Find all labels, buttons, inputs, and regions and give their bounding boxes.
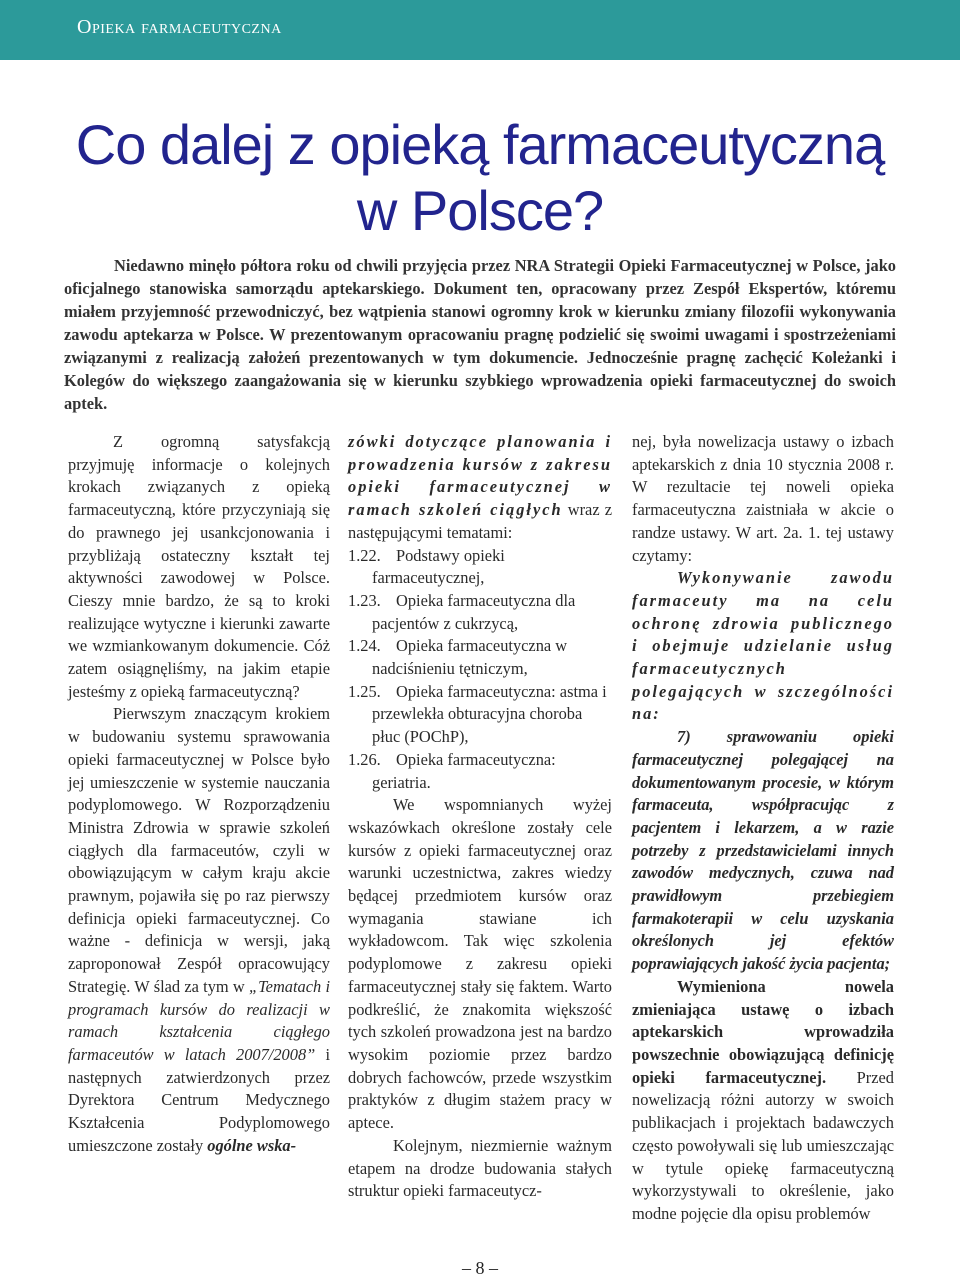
list-item-text: Opieka farmaceutyczna dla pacjentów z cukrzycą, — [372, 590, 576, 633]
topics-list — [348, 545, 612, 795]
list-item-number: 1.22. — [348, 545, 381, 565]
col1-paragraph-1: Z ogromną satysfakcją przyjmuję informacje o kolejnych krokach związanych z opieką farmaceutyczną, które przyczyniają się do prawnego jej usankcjonowania i przybliżają ostateczny kształt tej aktywności zawodowej w Polsce. Cieszy mnie bardzo, że są to kroki realizujące wytyczne i kierunki zawarte we wzmiankowanym dokumencie. Cóż zatem osiągnęliśmy, na jakim etapie jesteśmy z opieką farmaceutyczną? — [68, 432, 330, 701]
article-title — [60, 112, 900, 244]
col3-p2-text: Przed nowelizacją różni autorzy w swoich publikacjach i projektach badawczych często powoływali się lub umieszczając w tytule opiekę farmaceutyczną wykorzystywali to określenie, jako modne pojęcie dla opisu problemów — [632, 1067, 895, 1223]
col3-quote-1: Wykonywanie zawodu farmaceuty ma na celu ochronę zdrowia publicznego i obejmuje udzielanie usług farmaceutycznych polegających w szczególności na: — [632, 568, 894, 724]
list-item-text: Opieka farmaceutyczna w nadciśnieniu tętniczym, — [372, 636, 568, 679]
list-item-text: Podstawy opieki farmaceutycznej, — [372, 545, 505, 588]
col1-p2-text-a: Pierwszym znaczącym krokiem w budowaniu systemu sprawowania opieki farmaceutycznej w Polsce było jej umieszczenie w systemie nauczania podyplomowego. W Rozporządzeniu Ministra Zdrowia w sprawie szkoleń ciągłych dla farmaceutów, czyli w obowiązującym w całym kraju akcie prawnym, pojawiła się po raz pierwszy definicja opieki farmaceutycznej. Co ważne - definicja w wersji, jaką zaproponował Zespół opracowujący Strategię. W ślad za tym w — [68, 704, 330, 996]
col2-p1-text: wraz z następującymi tematami: — [348, 500, 612, 542]
list-item-text: Opieka farmaceutyczna: astma i przewlekła obturacyjna choroba płuc (POChP), — [372, 681, 607, 747]
section-header-bar — [0, 0, 960, 60]
col2-paragraph-1 — [348, 431, 612, 545]
title-line-1: Co dalej z opieką farmaceutyczną — [75, 113, 885, 176]
col1-p2-italic-title: „Tematach i programach kursów do realizacji w ramach kształcenia ciągłego farmaceutów w latach 2007/2008” — [68, 976, 330, 1064]
list-item — [348, 635, 612, 680]
column-3 — [632, 431, 894, 1226]
page-number: – 8 – — [462, 1258, 498, 1278]
title-line-2: w Polsce? — [356, 179, 604, 242]
lead-paragraph: Niedawno minęło półtora roku od chwili przyjęcia przez NRA Strategii Opieki Farmaceutycznej w Polsce, jako oficjalnego stanowiska samorządu aptekarskiego. Dokument ten, opracowany przez Zespół Ekspertów, któremu miałem przyjemność przewodniczyć, bez wątpienia stanowi ogromny krok w kierunku zmiany filozofii wykonywania zawodu aptekarza w Polsce. W prezentowanym opracowaniu pragnę podzielić się swoimi uwagami i spostrzeżeniami związanymi z realizacją założeń prezentowanych w tym dokumencie. Jednocześnie pragnę zachęcić Koleżanki i Kolegów do większego zaangażowania się w kierunku szybkiego wprowadzenia opieki farmaceutycznej do swoich aptek. — [64, 256, 896, 413]
col1-p2-text-b: i następnych zatwierdzonych przez Dyrektora Centrum Medycznego Kształcenia Podyplomowego umieszczone zostały — [68, 1044, 330, 1155]
list-item — [348, 681, 612, 749]
col2-p1-bold-italic: zówki dotyczące planowania i prowadzenia kursów z zakresu opieki farmaceutycznej w ramach szkoleń ciągłych — [348, 432, 612, 520]
col3-p2-bold: Wymieniona nowela zmieniająca ustawę o izbach aptekarskich wprowadziła powszechnie obowiązującą definicję opieki farmaceutycznej. — [632, 976, 894, 1087]
column-2 — [348, 431, 612, 1203]
col3-paragraph-2 — [632, 976, 894, 1226]
list-item-number: 1.24. — [348, 636, 381, 656]
lead-paragraph-block — [64, 254, 896, 415]
list-item-number: 1.26. — [348, 749, 381, 769]
col3-quote-2: 7) sprawowaniu opieki farmaceutycznej polegającej na dokumentowanym procesie, w którym farmaceuta, współpracując z pacjentem i lekarzem, a w razie potrzeby z przedstawicielami innych zawodów medycznych, czuwa nad prawidłowym przebiegiem farmakoterapii w celu uzyskania określonych jej efektów poprawiających jakość życia pacjenta; — [632, 727, 894, 974]
list-item-number: 1.25. — [348, 681, 381, 701]
section-title: Opieka farmaceutyczna — [77, 16, 282, 38]
list-item — [348, 749, 612, 794]
col1-paragraph-2 — [68, 703, 330, 1157]
col1-p2-bold-italic: ogólne wska- — [207, 1135, 297, 1155]
col2-paragraph-2: We wspomnianych wyżej wskazówkach określone zostały cele kursów z opieki farmaceutycznej oraz warunki uczestnictwa, zakres wiedzy będącej przedmiotem kursów oraz wymagania stawiane ich wykładowcom. Tak więc szkolenia podyplomowe z zakresu opieki farmaceutycznej stały się faktem. Warto podkreślić, że znakomita większość tych szkoleń prowadzona jest na bardzo wysokim poziomie przez bardzo dobrych fachowców, przede wszystkim praktyków z długim stażem pracy w aptece. — [348, 795, 612, 1133]
col3-paragraph-1: nej, była nowelizacja ustawy o izbach aptekarskich z dnia 10 stycznia 2008 r. W rezultacie tej noweli opieka farmaceutyczna zaistniała w akcie o randze ustawy. W art. 2a. 1. tej ustawy czytamy: — [632, 432, 894, 565]
list-item-text: Opieka farmaceutyczna: geriatria. — [372, 749, 556, 792]
column-1 — [68, 431, 330, 1158]
list-item — [348, 590, 612, 635]
list-item-number: 1.23. — [348, 590, 381, 610]
list-item — [348, 545, 612, 590]
col2-paragraph-3: Kolejnym, niezmiernie ważnym etapem na drodze budowania stałych struktur opieki farmaceutycz- — [348, 1135, 612, 1201]
